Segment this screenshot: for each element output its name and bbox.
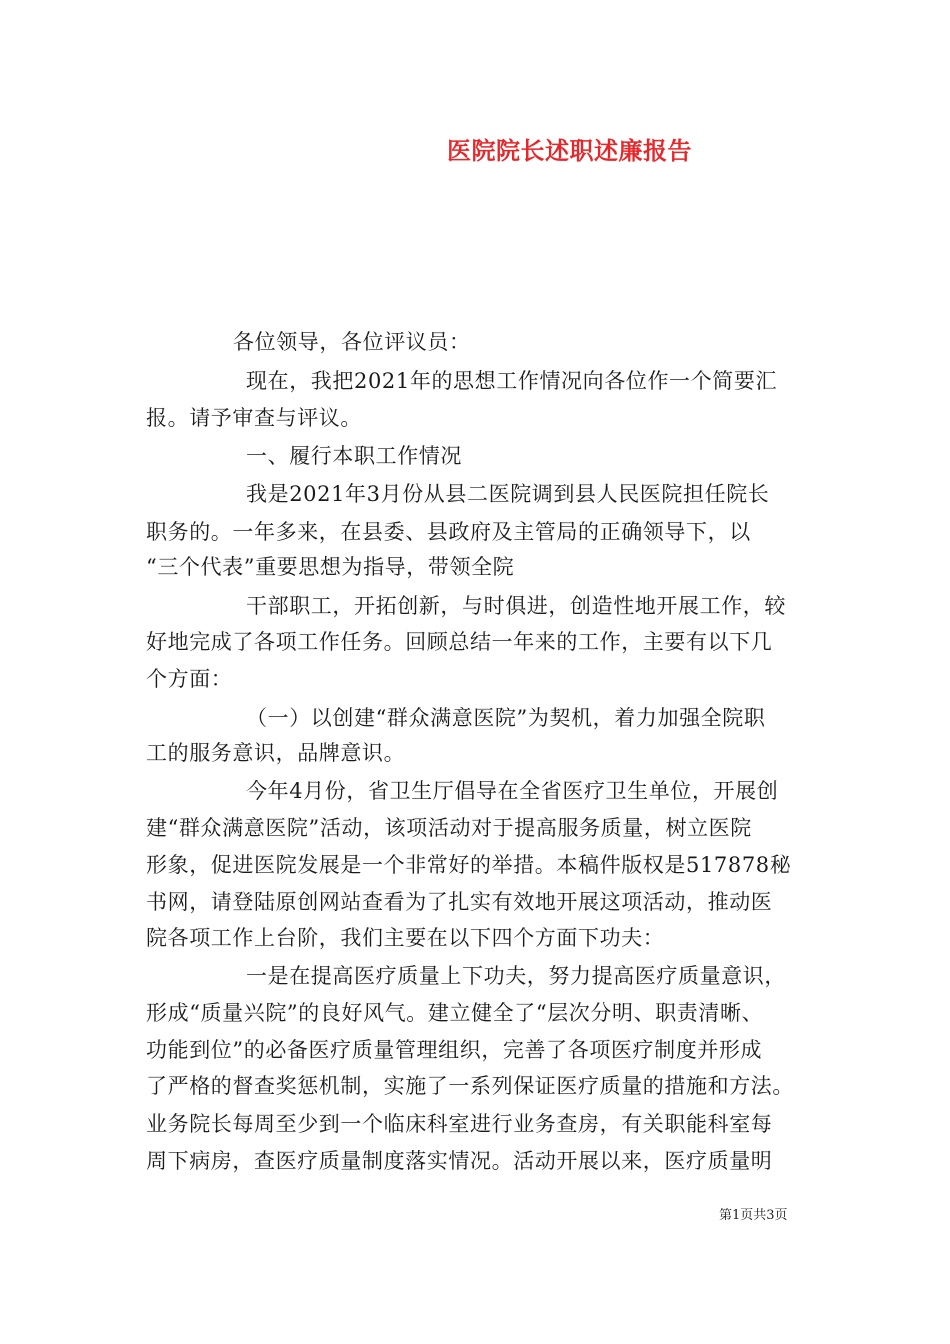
section-heading: 一、履行本职工作情况 — [246, 444, 462, 468]
paragraph-line: 形象，促进医院发展是一个非常好的举措。本稿件版权是517878秘 — [146, 853, 792, 877]
paragraph-line: 我是2021年3月份从县二医院调到县人民医院担任院长 — [246, 482, 770, 506]
paragraph-line: “三个代表”重要思想为指导，带领全院 — [146, 555, 515, 579]
paragraph-line: 书网，请登陆原创网站查看为了扎实有效地开展这项活动，推动医 — [146, 890, 773, 914]
paragraph-line: 报。请予审查与评议。 — [146, 406, 362, 430]
paragraph-line: 业务院长每周至少到一个临床科室进行业务查房，有关职能科室每 — [146, 1112, 773, 1136]
paragraph-line: 院各项工作上台阶，我们主要在以下四个方面下功夫： — [146, 926, 665, 950]
paragraph-line: 周下病房，查医疗质量制度落实情况。活动开展以来，医疗质量明 — [146, 1149, 773, 1173]
document-title: 医院院长述职述廉报告 — [447, 136, 692, 165]
paragraph-line: 工的服务意识，品牌意识。 — [146, 741, 406, 765]
paragraph-line: 干部职工，开拓创新，与时俱进，创造性地开展工作，较 — [246, 594, 786, 618]
paragraph-line: 个方面： — [146, 667, 233, 691]
paragraph-line: 了严格的督查奖惩机制，实施了一系列保证医疗质量的措施和方法。 — [146, 1074, 794, 1098]
paragraph-line: 各位领导，各位评议员： — [233, 330, 471, 354]
paragraph-line: 现在，我把2021年的思想工作情况向各位作一个简要汇 — [246, 369, 778, 393]
page-number: 第1页共3页 — [719, 1208, 788, 1223]
paragraph-line: 功能到位”的必备医疗质量管理组织，完善了各项医疗制度并形成 — [146, 1038, 763, 1062]
paragraph-line: 今年4月份，省卫生厅倡导在全省医疗卫生单位，开展创 — [246, 779, 779, 803]
paragraph-line: 建“群众满意医院”活动，该项活动对于提高服务质量，树立医院 — [146, 816, 752, 840]
paragraph-line: 好地完成了各项工作任务。回顾总结一年来的工作，主要有以下几 — [146, 630, 773, 654]
paragraph-line: 职务的。一年多来，在县委、县政府及主管局的正确领导下，以 — [146, 520, 751, 544]
subsection-heading: （一）以创建“群众满意医院”为契机，着力加强全院职 — [246, 706, 766, 730]
paragraph-line: 一是在提高医疗质量上下功夫，努力提高医疗质量意识， — [246, 964, 786, 988]
paragraph-line: 形成“质量兴院”的良好风气。建立健全了“层次分明、职责清晰、 — [146, 1001, 764, 1025]
